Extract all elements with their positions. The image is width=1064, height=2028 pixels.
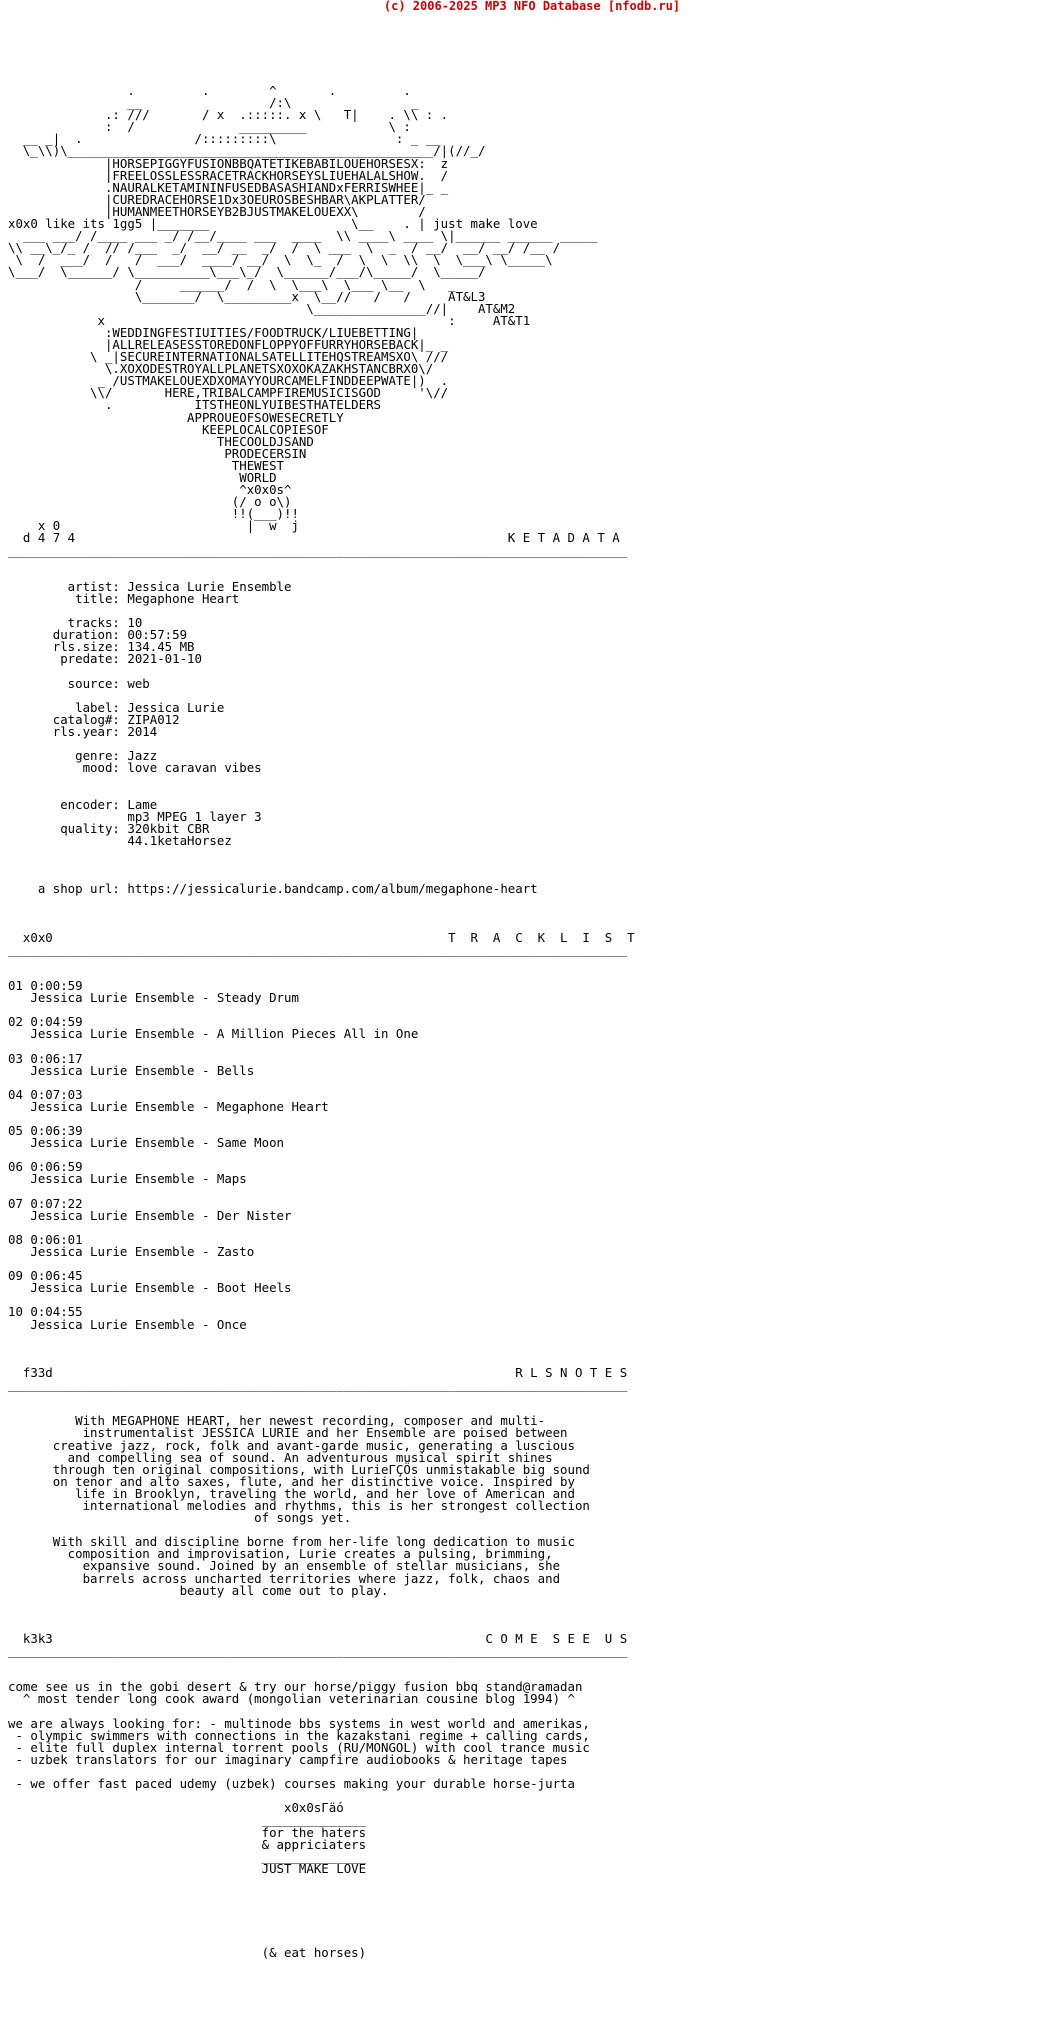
nfo-line: ^ most tender long cook award (mongolian veterinarian cousine blog 1994) ^ <box>8 1691 575 1707</box>
nfo-line <box>8 895 635 907</box>
nfo-line: Jessica Lurie Ensemble - Megaphone Heart <box>8 1098 329 1114</box>
nfo-line: Jessica Lurie Ensemble - Zasto <box>8 1244 255 1259</box>
nfo-line: __ _| . /:::::::::\ : _ __ <box>8 131 441 147</box>
nfo-line: duration: 00:57:59 <box>8 627 188 643</box>
nfo-line <box>8 1258 635 1270</box>
nfo-line: composition and improvisation, Lurie creates a pulsing, brimming, <box>8 1546 553 1562</box>
nfo-line: \___/ \______/ \__________\___\_/ \______/___/\_____/ \_____/ <box>8 264 486 280</box>
nfo-line: 04 0:07:03 <box>8 1086 83 1102</box>
nfo-line: catalog#: ZIPA012 <box>8 711 180 727</box>
nfo-line: genre: Jazz <box>8 748 158 764</box>
nfo-line: 08 0:06:01 <box>8 1231 83 1247</box>
nfo-line: x0x0 T R A C K L I S T <box>8 929 635 945</box>
nfo-line: |HUMANMEETHORSEYB2BJUSTMAKELOUEXX\ / <box>8 203 426 219</box>
nfo-line <box>8 1899 635 1911</box>
nfo-line: title: Megaphone Heart <box>8 590 240 606</box>
nfo-line: label: Jessica Lurie <box>8 699 225 715</box>
nfo-line: 10 0:04:55 <box>8 1304 83 1320</box>
nfo-line: |HORSEPIGGYFUSIONBBQATETIKEBABILOUEHORSESX: z <box>8 155 449 171</box>
nfo-line: - elite full duplex internal torrent pools (RU/MONGOL) with cool trance music <box>8 1739 590 1755</box>
nfo-line: :WEDDINGFESTIUITIES/FOODTRUCK/LIUEBETTING| <box>8 324 419 340</box>
nfo-line <box>8 1077 635 1089</box>
nfo-line: Jessica Lurie Ensemble - A Million Pieces All in One <box>8 1026 419 1042</box>
nfo-line: barrels across uncharted territories where jazz, folk, chaos and <box>8 1570 561 1586</box>
nfo-line: f33d R L S N O T E S <box>8 1364 628 1380</box>
nfo-line <box>8 1294 635 1306</box>
nfo-text-block <box>8 85 635 1960</box>
nfo-line: Jessica Lurie Ensemble - Steady Drum <box>8 990 299 1006</box>
nfo-line: WORLD <box>8 470 277 485</box>
nfo-line: |CUREDRACEHORSE1Dx3OEUROSBESHBAR\AKPLATTER/ <box>8 191 426 207</box>
nfo-line: ___________________________________________________________________________________ <box>8 542 628 558</box>
nfo-line: (& eat horses) <box>8 1945 367 1961</box>
nfo-line: \\ __\_/_ / // /___ _/ __/ __ _/ / \ ___ \ _ / __/ __/ __/ /__ / <box>8 240 561 256</box>
nfo-line <box>8 1343 635 1355</box>
nfo-line: \_______________//| AT&M2 <box>8 300 516 316</box>
nfo-line <box>8 847 635 859</box>
nfo-line: life in Brooklyn, traveling the world, and her love of American and <box>8 1485 575 1501</box>
nfo-line: (/ o o\) <box>8 494 292 510</box>
nfo-line <box>8 1186 635 1198</box>
nfo-line: KEEPLOCALCOPIESOF <box>8 421 329 437</box>
nfo-line: & appriciaters <box>8 1836 367 1852</box>
nfo-line: x0x0sΓäó <box>8 1800 344 1816</box>
nfo-line: ___________________________________________________________________________________ <box>8 941 628 957</box>
nfo-line: mp3 MPEG 1 layer 3 <box>8 808 262 824</box>
nfo-line: THEWEST <box>8 457 285 473</box>
nfo-line: JUST MAKE LOVE <box>8 1860 367 1876</box>
nfo-line <box>8 1911 635 1923</box>
nfo-line <box>8 968 635 980</box>
nfo-line: rls.year: 2014 <box>8 723 158 739</box>
nfo-line: \\/ HERE,TRIBALCAMPFIREMUSICISGOD '\// <box>8 385 449 401</box>
nfo-line: 44.1ketaHorsez <box>8 832 232 848</box>
nfo-line: ______________ <box>8 1848 367 1864</box>
nfo-line: - uzbek translators for our imaginary campfire audiobooks & heritage tapes <box>8 1751 568 1767</box>
nfo-line: - olympic swimmers with connections in the kazakstani regime + calling cards, <box>8 1727 590 1743</box>
nfo-line <box>8 1149 635 1161</box>
nfo-line: on tenor and alto saxes, flute, and her distinctive voice. Inspired by <box>8 1473 575 1489</box>
nfo-line: k3k3 C O M E S E E U S <box>8 1631 628 1646</box>
nfo-line: 02 0:04:59 <box>8 1014 83 1030</box>
nfo-line: 01 0:00:59 <box>8 977 83 993</box>
nfo-line <box>8 1609 635 1621</box>
nfo-line: 03 0:06:17 <box>8 1050 83 1066</box>
nfo-line: _ /USTMAKELOUEXDXOMAYYOURCAMELFINDDEEPWATE|) . <box>8 373 449 389</box>
nfo-line: source: web <box>8 675 150 691</box>
nfo-line: predate: 2021-01-10 <box>8 651 202 667</box>
nfo-line <box>8 956 635 968</box>
nfo-line: instrumentalist JESSICA LURIE and her Ensemble are poised between <box>8 1425 568 1441</box>
nfo-line: for the haters <box>8 1824 367 1840</box>
nfo-line: |ALLRELEASESSTOREDONFLOPPYOFFURRYHORSEBACK|_ _ <box>8 336 449 352</box>
nfo-line: tracks: 10 <box>8 615 143 631</box>
nfo-line <box>8 1923 635 1935</box>
nfo-line: ___ ___/ /____ ___ _/ /__/____ ___ ____ \\ ____\ ____ \|______ ______ _____ <box>8 228 598 244</box>
nfo-line <box>8 1887 635 1899</box>
nfo-line <box>8 1004 635 1016</box>
nfo-line <box>8 557 635 569</box>
nfo-line[interactable]: a shop url: https://jessicalurie.bandcamp.com/album/megaphone-heart <box>8 881 538 897</box>
nfo-line: encoder: Lame <box>8 796 158 812</box>
nfo-line: .: /// / x .:::::. x \ T| . \\ : . <box>8 107 449 123</box>
nfo-line: !!(___)!! <box>8 506 299 522</box>
nfo-line: ___________________________________________________________________________________ <box>8 1377 628 1393</box>
nfo-line: x 0 | w j <box>8 518 299 534</box>
nfo-line: \.XOXODESTROYALLPLANETSXOXOKAZAKHSTANCBRX0\/ <box>8 361 434 377</box>
nfo-line: With MEGAPHONE HEART, her newest recording, composer and multi- <box>8 1413 546 1429</box>
nfo-line: rls.size: 134.45 MB <box>8 639 195 655</box>
nfo-line: x : AT&T1 <box>8 312 531 328</box>
nfo-line: 07 0:07:22 <box>8 1195 83 1211</box>
nfo-line: APPROUEOFSOWESECRETLY <box>8 409 344 425</box>
nfo-line: |FREELOSSLESSRACETRACKHORSEYSLIUEHALALSHOW. / <box>8 167 449 183</box>
nfo-line <box>8 907 635 919</box>
nfo-line: quality: 320kbit CBR <box>8 820 210 836</box>
nfo-line: \_______/ \_________x \__// / / AT&L3 <box>8 288 486 304</box>
nfo-line <box>8 774 635 786</box>
nfo-line: Jessica Lurie Ensemble - Boot Heels <box>8 1280 292 1296</box>
nfo-line: : / _________ \ : <box>8 119 411 135</box>
nfo-line: . ITSTHEONLYUIBESTHATELDERS <box>8 397 381 413</box>
nfo-line: and compelling sea of sound. An adventurous musical spirit shines <box>8 1449 553 1465</box>
nfo-line: of songs yet. <box>8 1510 352 1526</box>
nfo-line: mood: love caravan vibes <box>8 760 262 776</box>
nfo-line <box>8 1113 635 1125</box>
nfo-line: we are always looking for: - multinode bbs systems in west world and amerikas, <box>8 1715 590 1731</box>
nfo-line: through ten original compositions, with LurieΓÇÖs unmistakable big sound <box>8 1461 590 1477</box>
nfo-line: expansive sound. Joined by an ensemble of stellar musicians, she <box>8 1558 561 1574</box>
nfo-line: 05 0:06:39 <box>8 1123 83 1139</box>
nfo-line <box>8 1657 635 1669</box>
nfo-line: PRODECERSIN <box>8 445 307 461</box>
nfo-line <box>8 1875 635 1887</box>
nfo-line: artist: Jessica Lurie Ensemble <box>8 578 292 594</box>
nfo-line <box>8 1331 635 1343</box>
nfo-line: Jessica Lurie Ensemble - Maps <box>8 1171 247 1187</box>
nfo-line: Jessica Lurie Ensemble - Same Moon <box>8 1135 285 1151</box>
nfo-line: THECOOLDJSAND <box>8 433 314 449</box>
nfo-line: . . ^ . . <box>8 83 411 98</box>
nfo-line: Jessica Lurie Ensemble - Bells <box>8 1062 255 1078</box>
nfo-line: ___________________________________________________________________________________ <box>8 1643 628 1659</box>
nfo-line: 06 0:06:59 <box>8 1159 83 1175</box>
nfo-line: With skill and discipline borne from her-life long dedication to music <box>8 1534 575 1550</box>
nfo-line: Jessica Lurie Ensemble - Der Nister <box>8 1207 292 1223</box>
nfo-line: \ / ___/ / / ___/ ____/ __/ \ \_ / \ \ \\ \ \___\ \_____\ <box>8 252 553 268</box>
nfo-line <box>8 1222 635 1234</box>
nfo-line: __ /:\ _ <box>8 95 419 111</box>
nfo-line: 09 0:06:45 <box>8 1268 83 1284</box>
nfo-line: \_\\)\_________________________________________________/|(//_/ <box>8 143 486 159</box>
nfo-line: x0x0 like its 1gg5 |_______ \__ . | just make love <box>8 216 538 232</box>
nfo-line <box>8 1040 635 1052</box>
nfo-line: beauty all come out to play. <box>8 1582 389 1598</box>
nfo-line: \ _|SECUREINTERNATIONALSATELLITEHQSTREAMSXO\ /// <box>8 349 449 365</box>
nfo-line: come see us in the gobi desert & try our horse/piggy fusion bbq stand@ramadan <box>8 1679 583 1695</box>
nfo-line <box>8 1597 635 1609</box>
nfo-line <box>8 859 635 871</box>
nfo-line: / ______/ / \ \___\ \___ \__ \ _ <box>8 276 456 292</box>
nfo-line <box>8 1391 635 1403</box>
nfo-line: ______________ <box>8 1812 367 1828</box>
nfo-line: creative jazz, rock, folk and avant-garde music, generating a luscious <box>8 1437 575 1453</box>
nfo-line: .NAURALKETAMININFUSEDBASASHIANDxFERRISWHEE|_ _ <box>8 179 449 195</box>
nfo-line: d 4 7 4 K E T A D A T A <box>8 530 620 546</box>
nfo-line: ^x0x0s^ <box>8 482 292 498</box>
nfo-line: international melodies and rhythms, this is her strongest collection <box>8 1497 590 1513</box>
nfo-line: - we offer fast paced udemy (uzbek) courses making your durable horse-jurta <box>8 1776 575 1792</box>
copyright-header: (c) 2006-2025 MP3 NFO Database [nfodb.ru] <box>383 0 681 13</box>
nfo-line: Jessica Lurie Ensemble - Once <box>8 1316 247 1332</box>
